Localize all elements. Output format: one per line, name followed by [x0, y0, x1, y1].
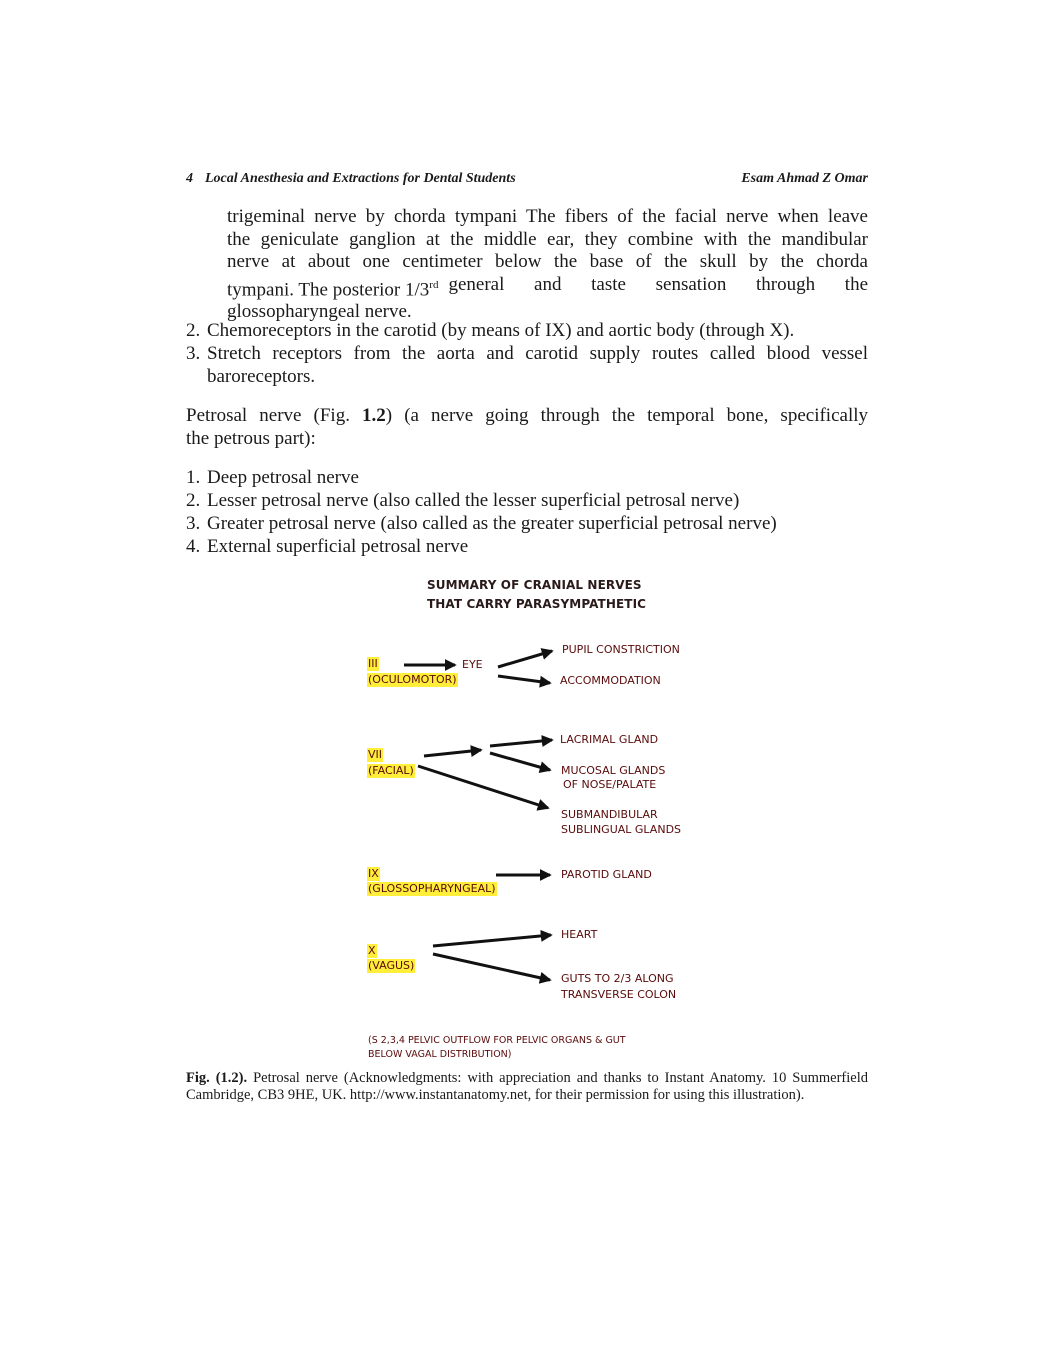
target-guts: GUTS TO 2/3 ALONG — [561, 972, 674, 985]
list-text: baroreceptors. — [207, 365, 316, 387]
figure-reference: 1.2 — [362, 405, 386, 426]
list-text: External superficial petrosal nerve — [207, 536, 469, 557]
list-number: 3. — [186, 513, 201, 534]
paragraph-line-part: general and taste sensation through the — [448, 273, 868, 295]
arrow-vii-to-branch — [424, 750, 481, 756]
list-text: Lesser petrosal nerve (also called the lesser superficial petrosal nerve) — [207, 490, 740, 511]
target-nose-palate: OF NOSE/PALATE — [563, 778, 657, 791]
target-heart: HEART — [561, 928, 598, 941]
nerve-name-oculomotor: (OCULOMOTOR) — [368, 673, 457, 686]
target-submandibular: SUBMANDIBULAR — [561, 808, 658, 821]
arrow-eye-to-accommodation — [498, 676, 550, 683]
target-parotid-gland: PAROTID GLAND — [561, 868, 652, 881]
target-lacrimal-gland: LACRIMAL GLAND — [560, 733, 659, 746]
nerve-code-vii: VII — [368, 748, 383, 761]
list-text: Stretch receptors from the aorta and carotid supply routes called blood vessel — [207, 343, 868, 364]
target-transverse-colon: TRANSVERSE COLON — [561, 988, 677, 1001]
paragraph-line: the geniculate ganglion at the middle ear, they combine with the mandibular — [227, 228, 868, 250]
book-title: Local Anesthesia and Extractions for Dental Students — [205, 171, 516, 186]
arrow-to-submandibular — [418, 766, 548, 808]
arrow-eye-to-pupil — [498, 651, 552, 667]
caption-text: Petrosal nerve (Acknowledgments: with appreciation and thanks to Instant Anatomy. 10 Summerfield Cambridge, CB3 9HE, UK. http://www.instantanatomy.net, for their permission for using this illustration). — [186, 1070, 869, 1103]
list-number: 3. — [186, 343, 201, 364]
list-number: 4. — [186, 536, 201, 557]
superscript: rd — [429, 278, 439, 291]
list-number: 2. — [186, 320, 201, 341]
list-number: 1. — [186, 467, 201, 488]
list-number: 2. — [186, 490, 201, 511]
diagram-title-line: THAT CARRY PARASYMPATHETIC — [427, 597, 647, 611]
arrow-to-mucosal — [490, 753, 550, 770]
target-sublingual-glands: SUBLINGUAL GLANDS — [561, 823, 682, 836]
arrow-x-to-guts — [433, 954, 550, 980]
pelvic-outflow-note: BELOW VAGAL DISTRIBUTION) — [368, 1049, 512, 1060]
eye-label: EYE — [462, 658, 483, 671]
nerve-name-glossopharyngeal: (GLOSSOPHARYNGEAL) — [368, 882, 496, 895]
nerve-name-vagus: (VAGUS) — [368, 959, 415, 972]
page-number: 4 — [186, 171, 193, 186]
arrow-to-lacrimal — [490, 740, 552, 746]
list-text: Deep petrosal nerve — [207, 467, 359, 488]
nerve-code-x: X — [368, 944, 376, 957]
diagram-title-line: SUMMARY OF CRANIAL NERVES — [427, 578, 642, 592]
target-mucosal-glands: MUCOSAL GLANDS — [561, 764, 666, 777]
nerve-name-facial: (FACIAL) — [368, 764, 414, 777]
author-name: Esam Ahmad Z Omar — [741, 171, 868, 186]
list-text: Greater petrosal nerve (also called as the greater superficial petrosal nerve) — [207, 513, 777, 534]
nerve-code-ix: IX — [368, 867, 379, 880]
paragraph-line: the petrous part): — [186, 427, 316, 449]
paragraph-line: trigeminal nerve by chorda tympani The fibers of the facial nerve when leave — [227, 206, 868, 227]
paragraph-line-part: tympani. The posterior 1/3rd — [227, 278, 439, 300]
pelvic-outflow-note: (S 2,3,4 PELVIC OUTFLOW FOR PELVIC ORGANS & GUT — [368, 1035, 626, 1046]
list-text: Chemoreceptors in the carotid (by means of IX) and aortic body (through X). — [207, 320, 795, 341]
paragraph-line: Petrosal nerve (Fig. 1.2) (a nerve going through the temporal bone, specifically — [186, 405, 869, 426]
arrow-x-to-heart — [433, 935, 551, 946]
figure-caption — [186, 1070, 868, 1104]
target-pupil-constriction: PUPIL CONSTRICTION — [562, 643, 680, 656]
target-accommodation: ACCOMMODATION — [560, 674, 661, 687]
paragraph-line: glossopharyngeal nerve. — [227, 301, 412, 323]
figure-label: Fig. (1.2). — [186, 1070, 248, 1086]
nerve-code-iii: III — [368, 657, 378, 670]
paragraph-line: nerve at about one centimeter below the base of the skull by the chorda — [227, 251, 868, 272]
